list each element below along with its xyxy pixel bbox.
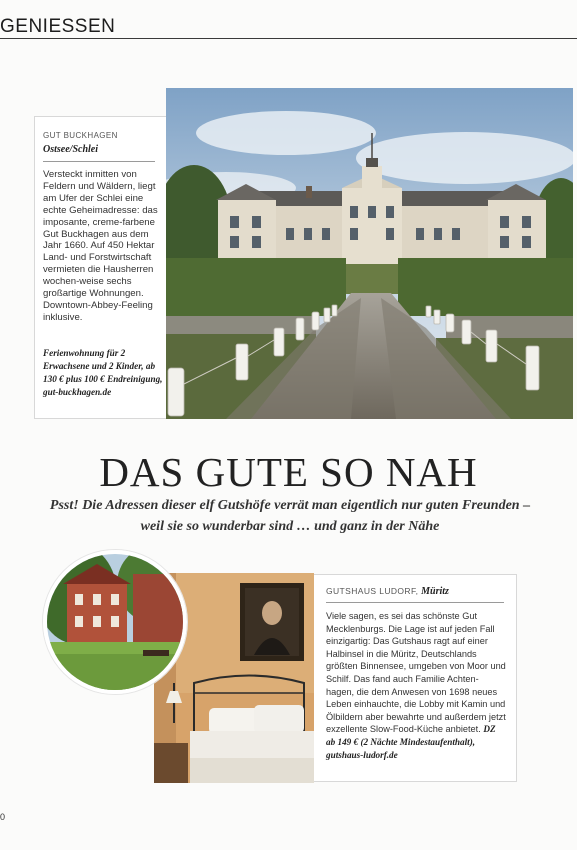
article-headline: DAS GUTE SO NAH bbox=[99, 449, 478, 495]
entry-label bbox=[326, 586, 449, 597]
section-title: GENIESSEN bbox=[0, 16, 116, 37]
entry-card-gut-buckhagen bbox=[34, 116, 166, 419]
article-subline: Psst! Die Adressen dieser elf Gutshöfe verrät man eigentlich nur guten Freunden – weil sie so wunderbar sind … und ganz in der Nähe bbox=[49, 498, 531, 534]
header-rule bbox=[0, 38, 577, 39]
entry-location: Müritz bbox=[421, 586, 449, 597]
brick-house-inset-photo bbox=[43, 550, 187, 694]
entry-body: Versteckt inmitten von Feldern und Wäldern, liegt am Ufer der Schlei eine echte Geheimadresse: das imposante, creme-farbene Gut Buckhagen aus dem Jahr 1660. Auf 450 Hektar Land- und Forstwirtschaft vermieten die Hausherren wochen-weise sechs großartige Wohnungen. Downtown-Abbey-Feeling inklusive. bbox=[43, 169, 158, 323]
entry-info: Ferienwohnung für 2 Erwachsene und 2 Kinder, ab 130 € plus 100 € Endreinigung, gut-buckhagen.de bbox=[43, 348, 163, 397]
entry-body bbox=[326, 610, 506, 761]
entry-body-text: Viele sagen, es sei das schönste Gut Mecklenburgs. Die Lage ist auf jeden Fall einzigartig: Das Gutshaus ragt auf einer Halbinsel in die Müritz, Deutschlands größten Binnensee, umgeben von Moor und Schilf. Das fand auch Familie Achten-hagen, die dem Anwesen von 1698 neues Leben einhauchte, die Lobby mit Kamin und Ölbildern aber bewahrte und außerdem jetzt exzellente Slow-Food-Küche anbietet. bbox=[326, 611, 506, 735]
entry-rule bbox=[326, 602, 504, 603]
entry-label-name: GUTSHAUS LUDORF, bbox=[326, 586, 419, 596]
page-number: 0 bbox=[0, 812, 6, 822]
entry-info: DZ ab 149 € (2 Nächte Mindestaufenthalt), gutshaus-ludorf.de bbox=[326, 724, 496, 760]
entry-rule bbox=[43, 161, 155, 162]
manor-house-photo bbox=[166, 88, 573, 419]
entry-card-gutshaus-ludorf bbox=[314, 574, 517, 782]
entry-location: Ostsee/Schlei bbox=[43, 144, 98, 155]
entry-label: GUT BUCKHAGEN bbox=[43, 131, 118, 140]
